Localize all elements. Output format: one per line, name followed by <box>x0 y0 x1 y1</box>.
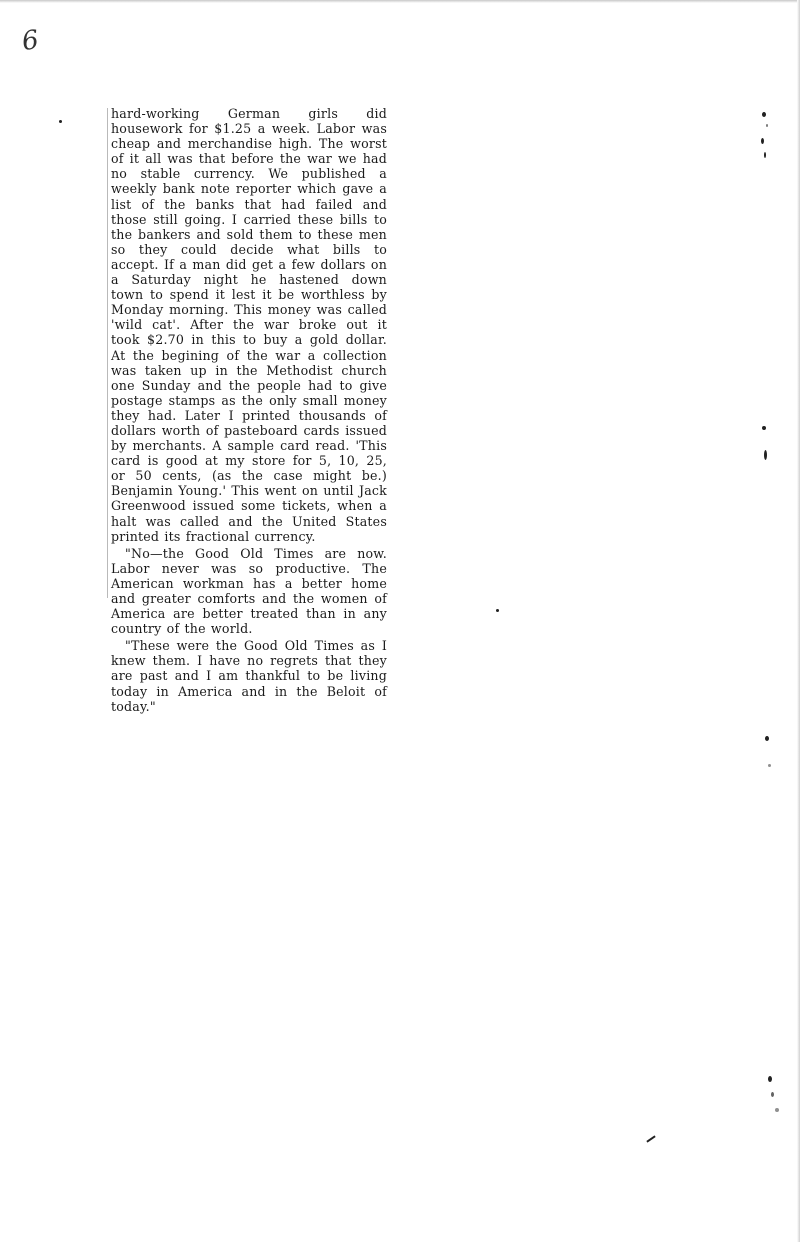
scan-speck <box>768 764 771 767</box>
article-column <box>111 106 387 714</box>
scan-speck <box>766 124 768 127</box>
scan-speck <box>775 1108 779 1112</box>
scan-top-edge <box>0 0 800 3</box>
scan-speck <box>59 120 62 123</box>
column-rule <box>107 108 108 598</box>
paragraph-closing: "These were the Good Old Times as I knew them. I have no regrets that they are past and I am thankful to be living today in America and in the Beloit of today." <box>111 638 387 714</box>
scan-speck <box>764 450 767 460</box>
scan-speck <box>762 426 766 430</box>
scan-speck <box>768 1076 772 1082</box>
scan-speck <box>764 152 766 158</box>
scan-speck <box>771 1092 774 1097</box>
scan-speck <box>765 736 769 741</box>
scan-speck <box>761 138 764 144</box>
scan-speck <box>496 609 499 612</box>
scan-mark <box>646 1135 655 1142</box>
scan-speck <box>762 112 766 117</box>
paragraph-good-old-times-now: "No—the Good Old Times are now. Labor never was so productive. The American workman has a better home and greater comforts and the women of America are better treated than in any country of the world. <box>111 545 387 637</box>
paragraph-currency: hard-working German girls did housework for $1.25 a week. Labor was cheap and merchandise high. The worst of it all was that before the war we had no stable currency. We published a weekly bank note reporter which gave a list of the banks that had failed and those still going. I carried these bills to the bankers and sold them to these men so they could decide what bills to accept. If a man did get a few dollars on a Saturday night he hastened down town to spend it lest it be worthless by Monday morning. This money was called 'wild cat'. After the war broke out it took $2.70 in this to buy a gold dollar. At the begining of the war a collection was taken up in the Methodist church one Sunday and the people had to give postage stamps as the only small money they had. Later I printed thousands of dollars worth of pasteboard cards issued by merchants. A sample card read. 'This card is good at my store for 5, 10, 25, or 50 cents, (as the case might be.) Benjamin Young.' This went on until Jack Greenwood issued some tickets, when a halt was called and the United States printed its fractional currency. <box>111 106 387 544</box>
page-number: 6 <box>19 24 41 58</box>
